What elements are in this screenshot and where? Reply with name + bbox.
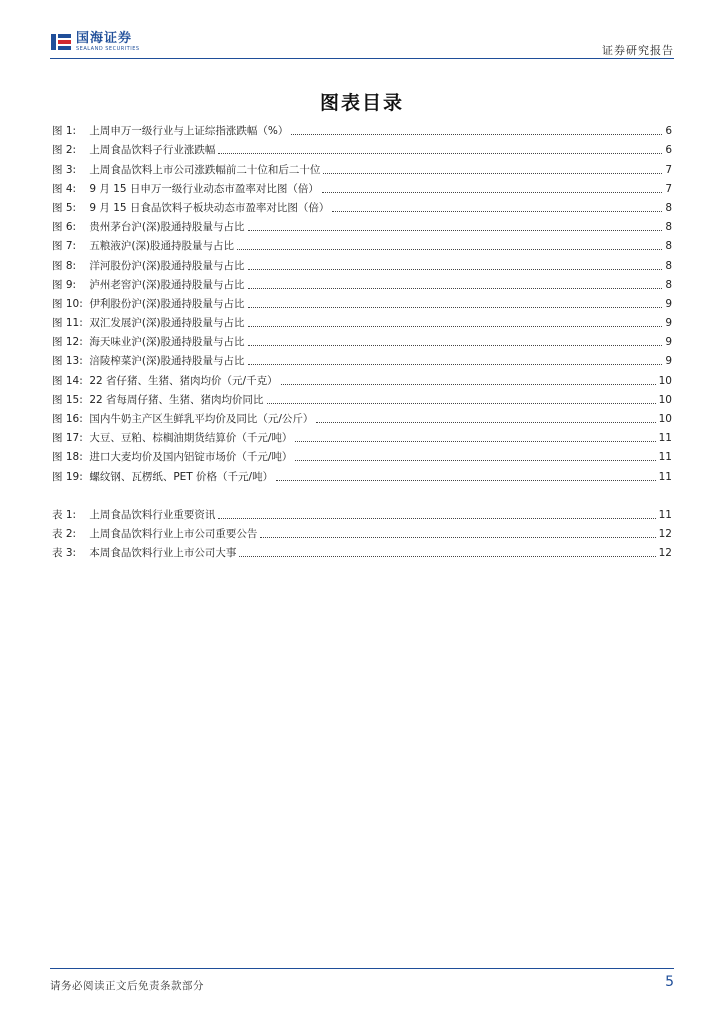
toc-dot-leader	[316, 421, 655, 423]
toc-entry-label	[52, 374, 278, 388]
toc-entry[interactable]	[52, 368, 672, 387]
toc-entry-page: 7	[665, 163, 672, 176]
toc-entry-title: 22 省仔猪、生猪、猪肉均价（元/千克）	[89, 374, 278, 387]
toc-entry[interactable]	[52, 426, 672, 445]
toc-entry-label	[52, 508, 215, 522]
table-of-contents	[52, 119, 672, 560]
toc-dot-leader	[248, 363, 663, 365]
toc-entry-title: 9 月 15 日食品饮料子板块动态市盈率对比图（倍）	[89, 201, 330, 214]
toc-entry-page: 8	[665, 240, 672, 253]
disclaimer-note: 请务必阅读正文后免责条款部分	[50, 980, 204, 992]
toc-entry-label	[52, 143, 215, 157]
toc-dot-leader	[267, 402, 656, 404]
toc-entry[interactable]	[52, 119, 672, 138]
toc-entry-title: 国内牛奶主产区生鲜乳平均价及同比（元/公斤）	[89, 413, 314, 425]
toc-entry-label	[52, 278, 245, 292]
toc-entry-page: 7	[665, 182, 672, 195]
toc-entry[interactable]	[52, 215, 672, 234]
toc-entry-number: 图 11:	[52, 317, 83, 330]
toc-entry-number: 表 1:	[52, 508, 77, 521]
toc-entry-number: 图 16:	[52, 413, 83, 425]
toc-entry[interactable]	[52, 157, 672, 176]
toc-entry[interactable]	[52, 541, 672, 560]
toc-entry-number: 图 3:	[52, 163, 77, 176]
toc-entry[interactable]	[52, 311, 672, 330]
logo-name: 国海证券	[76, 31, 133, 46]
toc-entry[interactable]	[52, 196, 672, 215]
toc-entry-page: 6	[665, 125, 672, 138]
toc-entry-page: 11	[658, 451, 672, 464]
page-footer	[50, 968, 674, 999]
toc-entry-label	[52, 297, 245, 311]
logo-english-name: SEALAND SECURITIES	[76, 46, 140, 52]
toc-entry-label	[52, 546, 236, 560]
toc-dot-leader	[218, 517, 655, 519]
toc-dot-leader	[322, 191, 662, 193]
toc-entry-label	[52, 124, 288, 138]
toc-entry-label	[52, 393, 264, 407]
toc-entry-number: 表 3:	[52, 547, 77, 560]
toc-entry[interactable]	[52, 177, 672, 196]
toc-entry-page: 10	[658, 413, 672, 425]
toc-entry-title: 22 省每周仔猪、生猪、猪肉均价同比	[89, 393, 264, 406]
toc-entry[interactable]	[52, 330, 672, 349]
toc-entry-number: 图 4:	[52, 182, 77, 195]
toc-entry-page: 8	[665, 278, 672, 291]
toc-entry-label	[52, 431, 292, 445]
toc-entry-title: 洋河股份沪(深)股通持股量与占比	[89, 259, 245, 272]
toc-entry[interactable]	[52, 138, 672, 157]
toc-entry-title: 大豆、豆粕、棕榈油期货结算价（千元/吨）	[89, 432, 293, 445]
toc-entry-label	[52, 412, 313, 426]
toc-entry-page: 10	[658, 393, 672, 406]
toc-dot-leader	[239, 555, 655, 557]
toc-entry-title: 螺纹钢、瓦楞纸、PET 价格（千元/吨）	[89, 470, 274, 483]
toc-entry-number: 图 18:	[52, 451, 83, 464]
toc-entry-label	[52, 259, 245, 273]
toc-entry-number: 图 9:	[52, 278, 77, 291]
toc-entry-page: 6	[665, 144, 672, 157]
page-header	[50, 26, 674, 59]
toc-entry[interactable]	[52, 522, 672, 541]
toc-entry-title: 贵州茅台沪(深)股通持股量与占比	[89, 221, 245, 234]
toc-dot-leader	[295, 459, 655, 461]
toc-dot-leader	[218, 152, 662, 154]
figure-list	[52, 119, 672, 484]
toc-entry-number: 图 14:	[52, 374, 83, 387]
toc-entry-title: 双汇发展沪(深)股通持股量与占比	[89, 317, 245, 330]
toc-entry-label	[52, 316, 245, 330]
report-type: 证券研究报告	[602, 44, 674, 57]
toc-entry-page: 10	[658, 374, 672, 387]
toc-entry-page: 8	[665, 221, 672, 234]
toc-entry-number: 图 15:	[52, 393, 83, 406]
toc-entry-title: 上周食品饮料行业上市公司重要公告	[89, 527, 258, 540]
toc-entry[interactable]	[52, 503, 672, 522]
toc-entry-number: 图 17:	[52, 432, 83, 445]
toc-entry-title: 上周食品饮料上市公司涨跌幅前二十位和后二十位	[89, 163, 321, 176]
toc-entry-number: 图 13:	[52, 355, 83, 368]
toc-dot-leader	[291, 133, 662, 135]
toc-entry-page: 9	[665, 355, 672, 368]
toc-dot-leader	[248, 306, 663, 308]
toc-entry-number: 图 12:	[52, 336, 83, 349]
table-list	[52, 503, 672, 561]
toc-entry-number: 图 5:	[52, 201, 77, 214]
toc-entry-page: 9	[665, 297, 672, 310]
toc-entry[interactable]	[52, 407, 672, 426]
toc-entry-number: 图 2:	[52, 144, 77, 157]
toc-entry-title: 海天味业沪(深)股通持股量与占比	[89, 336, 245, 349]
toc-entry-number: 图 19:	[52, 470, 83, 483]
toc-entry[interactable]	[52, 349, 672, 368]
toc-entry-title: 泸州老窖沪(深)股通持股量与占比	[89, 278, 245, 291]
toc-entry-title: 涪陵榨菜沪(深)股通持股量与占比	[89, 355, 245, 368]
toc-entry[interactable]	[52, 273, 672, 292]
toc-entry-number: 图 10:	[52, 297, 83, 310]
toc-dot-leader	[248, 344, 663, 346]
toc-entry-label	[52, 450, 292, 464]
toc-entry-label	[52, 220, 245, 234]
toc-dot-leader	[295, 440, 655, 442]
toc-entry-label	[52, 354, 245, 368]
toc-entry-page: 8	[665, 259, 672, 272]
toc-entry-page: 9	[665, 336, 672, 349]
toc-entry-page: 8	[665, 201, 672, 214]
toc-entry[interactable]	[52, 234, 672, 253]
toc-dot-leader	[248, 287, 663, 289]
toc-dot-leader	[281, 383, 656, 385]
toc-entry-title: 伊利股份沪(深)股通持股量与占比	[89, 297, 245, 310]
toc-entry-number: 表 2:	[52, 527, 77, 540]
toc-entry-page: 12	[658, 527, 672, 540]
toc-dot-leader	[332, 210, 662, 212]
toc-entry-title: 五粮液沪(深)股通持股量与占比	[89, 240, 235, 253]
toc-dot-leader	[260, 536, 655, 538]
page-title: 图表目录	[319, 92, 404, 114]
toc-entry[interactable]	[52, 388, 672, 407]
toc-dot-leader	[276, 479, 656, 481]
toc-entry-title: 9 月 15 日申万一级行业动态市盈率对比图（倍）	[89, 182, 319, 195]
toc-dot-leader	[248, 229, 663, 231]
toc-entry-title: 上周申万一级行业与上证综指涨跌幅（%）	[89, 125, 289, 138]
toc-entry-title: 本周食品饮料行业上市公司大事	[89, 547, 237, 560]
toc-dot-leader	[248, 268, 663, 270]
company-logo	[50, 30, 140, 54]
toc-entry-label	[52, 182, 319, 196]
toc-entry-page: 11	[658, 508, 672, 521]
toc-dot-leader	[248, 325, 663, 327]
toc-entry[interactable]	[52, 464, 672, 483]
toc-entry[interactable]	[52, 445, 672, 464]
toc-entry-label	[52, 335, 245, 349]
toc-entry-number: 图 6:	[52, 221, 77, 234]
toc-dot-leader	[237, 248, 662, 250]
toc-entry-page: 11	[658, 432, 672, 445]
toc-entry-title: 进口大麦均价及国内铝锭市场价（千元/吨）	[89, 451, 293, 464]
toc-entry-label	[52, 470, 273, 484]
toc-entry-label	[52, 201, 329, 215]
toc-dot-leader	[323, 172, 662, 174]
toc-entry-number: 图 1:	[52, 125, 77, 138]
toc-entry-page: 12	[658, 547, 672, 560]
toc-entry-page: 11	[658, 470, 672, 483]
toc-entry-title: 上周食品饮料行业重要资讯	[89, 508, 216, 521]
toc-entry-page: 9	[665, 317, 672, 330]
sealand-logo-icon	[50, 31, 72, 53]
toc-entry-label	[52, 527, 257, 541]
toc-entry-label	[52, 163, 320, 177]
toc-entry[interactable]	[52, 292, 672, 311]
toc-entry-number: 图 8:	[52, 259, 77, 272]
page-number: 5	[665, 974, 674, 990]
toc-entry-label	[52, 239, 234, 253]
toc-entry-title: 上周食品饮料子行业涨跌幅	[89, 144, 216, 157]
toc-entry-number: 图 7:	[52, 240, 77, 253]
toc-entry[interactable]	[52, 253, 672, 272]
